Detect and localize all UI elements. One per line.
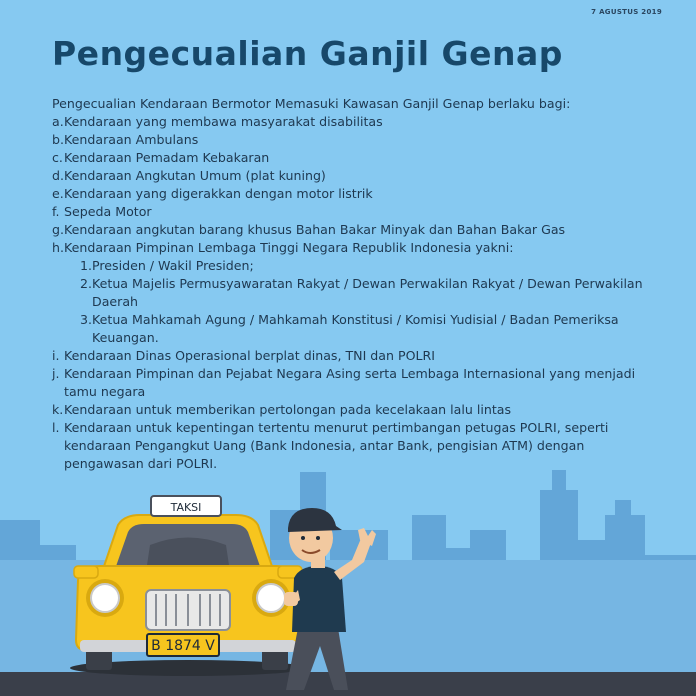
item-marker: g. [52, 222, 64, 237]
date-label: 7 AGUSTUS 2019 [591, 8, 662, 16]
sub-item-text: Presiden / Wakil Presiden; [92, 258, 254, 273]
road [0, 672, 696, 696]
item-marker: f. [52, 204, 60, 219]
sub-item-marker: 2. [80, 276, 93, 291]
list-item-f [52, 203, 662, 221]
taxi-sign-text: TAKSI [170, 501, 202, 514]
list-item-i [52, 347, 662, 365]
sub-item-3 [64, 311, 662, 347]
item-text: Kendaraan Pemadam Kebakaran [64, 150, 270, 165]
sub-item-text: Ketua Mahkamah Agung / Mahkamah Konstitusi / Komisi Yudisial / Badan Pemeriksa Keuangan. [92, 312, 619, 345]
sub-item-text: Ketua Majelis Permusyawaratan Rakyat / Dewan Perwakilan Rakyat / Dewan Perwakilan Daerah [92, 276, 643, 309]
item-marker: c. [52, 150, 63, 165]
item-marker: i. [52, 348, 60, 363]
item-marker: l. [52, 420, 60, 435]
item-text: Kendaraan yang membawa masyarakat disabilitas [64, 114, 383, 129]
item-marker: e. [52, 186, 64, 201]
item-marker: a. [52, 114, 64, 129]
page-title: Pengecualian Ganjil Genap [52, 34, 563, 73]
list-item-a [52, 113, 662, 131]
sub-list [64, 257, 662, 347]
sub-item-marker: 3. [80, 312, 93, 327]
list-item-j [52, 365, 662, 401]
taxi-scene-illustration [0, 440, 696, 696]
exemption-content [52, 95, 662, 473]
item-marker: j. [52, 366, 60, 381]
list-item-k [52, 401, 662, 419]
item-text: Kendaraan untuk memberikan pertolongan pada kecelakaan lalu lintas [64, 402, 512, 417]
list-item-h [52, 239, 662, 347]
item-text: Kendaraan Angkutan Umum (plat kuning) [64, 168, 326, 183]
item-marker: h. [52, 240, 64, 255]
item-text: Kendaraan angkutan barang khusus Bahan Bakar Minyak dan Bahan Bakar Gas [64, 222, 566, 237]
license-plate [147, 634, 219, 656]
license-plate-text: B 1874 V [151, 638, 215, 654]
list-item-b [52, 131, 662, 149]
sub-item-marker: 1. [80, 258, 93, 273]
item-text: Sepeda Motor [64, 204, 152, 219]
sub-item-1 [64, 257, 662, 275]
item-text: Kendaraan Pimpinan Lembaga Tinggi Negara Republik Indonesia yakni: [64, 240, 514, 255]
item-marker: d. [52, 168, 64, 183]
taxi-sign [151, 496, 221, 516]
item-text: Kendaraan Ambulans [64, 132, 199, 147]
sub-item-2 [64, 275, 662, 311]
list-item-d [52, 167, 662, 185]
item-marker: b. [52, 132, 64, 147]
item-text: Kendaraan yang digerakkan dengan motor listrik [64, 186, 373, 201]
exemption-list [52, 113, 662, 473]
item-marker: k. [52, 402, 64, 417]
list-item-c [52, 149, 662, 167]
item-text: Kendaraan Pimpinan dan Pejabat Negara Asing serta Lembaga Internasional yang menjadi tamu negara [64, 366, 636, 399]
item-text: Kendaraan Dinas Operasional berplat dinas, TNI dan POLRI [64, 348, 435, 363]
intro-text: Pengecualian Kendaraan Bermotor Memasuki Kawasan Ganjil Genap berlaku bagi: [52, 96, 571, 111]
item-text: Kendaraan untuk kepentingan tertentu menurut pertimbangan petugas POLRI, seperti kendaraan Pengangkut Uang (Bank Indonesia, antar Bank, pengisian ATM) dengan pengawasan dari POLRI. [64, 420, 609, 471]
list-item-e [52, 185, 662, 203]
list-item-g [52, 221, 662, 239]
